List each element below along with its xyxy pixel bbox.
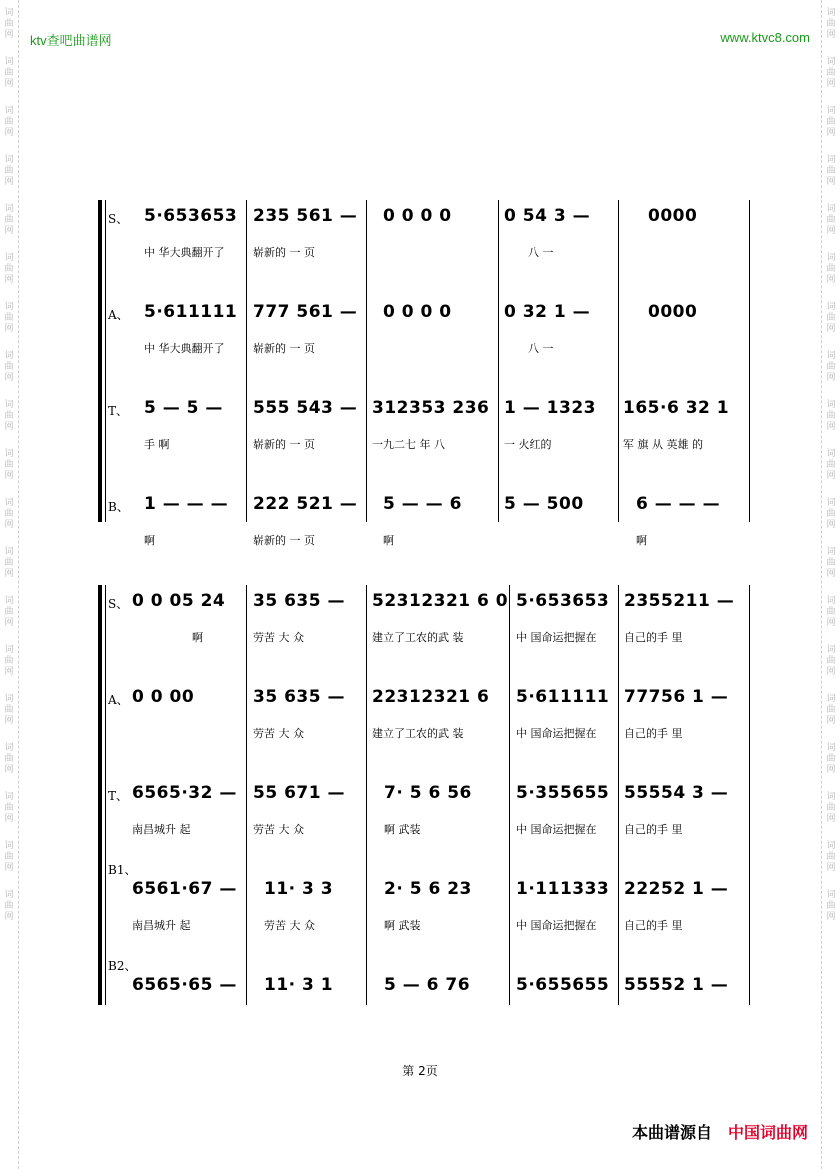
left-watermark-strip <box>0 0 19 1169</box>
system-bracket <box>98 200 102 522</box>
notes: 22312321 6 <box>372 687 490 707</box>
lyric: 劳苦 大 众 <box>264 919 315 932</box>
lyric: 崭新的 一 页 <box>253 246 315 259</box>
notes: 0 54 3 — <box>504 206 591 226</box>
notes: 1 — — — <box>144 494 229 514</box>
score-system-1 <box>98 200 750 547</box>
watermark-text: 词 曲 网 <box>826 204 836 236</box>
lyric: 南昌城升 起 <box>132 919 191 932</box>
notes: 0000 <box>648 206 698 226</box>
system-bracket-line <box>105 585 106 1005</box>
watermark-text: 词 曲 网 <box>4 57 14 89</box>
notes: 1 — 1323 <box>504 398 596 418</box>
notes: 5·655655 <box>516 975 610 995</box>
notes: 0000 <box>648 302 698 322</box>
lyric: 建立了工农的武 装 <box>372 727 464 740</box>
lyric: 军 旗 从 英雄 的 <box>623 438 703 451</box>
notes: 5 — 6 76 <box>384 975 471 995</box>
header-left-site: ktv查吧曲谱网 <box>30 33 112 48</box>
watermark-text: 词 曲 网 <box>826 743 836 775</box>
notes: 5 — — 6 <box>383 494 462 514</box>
voice-label: S、 <box>108 212 129 226</box>
barline <box>246 200 247 522</box>
lyric: 啊 <box>144 534 155 547</box>
watermark-text: 词 曲 网 <box>4 792 14 824</box>
watermark-text: 词 曲 网 <box>4 449 14 481</box>
notes: 0 0 05 24 <box>132 591 226 611</box>
watermark-text: 词 曲 网 <box>826 645 836 677</box>
voice-label: A、 <box>108 308 129 322</box>
notes: 777 561 — <box>253 302 358 322</box>
watermark-text: 词 曲 网 <box>826 841 836 873</box>
notes: 0 0 00 <box>132 687 195 707</box>
notes: 22252 1 — <box>624 879 729 899</box>
notes: 35 635 — <box>253 687 345 707</box>
notes: 0 0 0 0 <box>383 302 452 322</box>
lyric: 劳苦 大 众 <box>253 631 304 644</box>
notes: 55 671 — <box>253 783 345 803</box>
notes: 0 0 0 0 <box>383 206 452 226</box>
notes: 5·355655 <box>516 783 610 803</box>
watermark-text: 词 曲 网 <box>4 106 14 138</box>
lyric: 中 国命运把握在 <box>516 919 597 932</box>
lyric: 啊 <box>383 534 394 547</box>
lyric: 自己的手 里 <box>624 727 683 740</box>
barline <box>366 200 367 522</box>
notes: 6 — — — <box>636 494 721 514</box>
watermark-text: 词 曲 网 <box>826 351 836 383</box>
watermark-text: 词 曲 网 <box>4 8 14 40</box>
watermark-text: 词 曲 网 <box>4 302 14 334</box>
notes: 6561·67 — <box>132 879 237 899</box>
notes: 2355211 — <box>624 591 735 611</box>
notes: 222 521 — <box>253 494 358 514</box>
notes: 7· 5 6 56 <box>384 783 472 803</box>
notes: 6565·65 — <box>132 975 237 995</box>
notes: 11· 3 3 <box>264 879 334 899</box>
notes: 5 — 5 — <box>144 398 223 418</box>
barline <box>749 200 750 522</box>
watermark-text: 词 曲 网 <box>4 253 14 285</box>
notes: 165·6 32 1 <box>623 398 730 418</box>
lyric: 八 一 <box>528 246 554 259</box>
watermark-text: 词 曲 网 <box>4 547 14 579</box>
lyric: 自己的手 里 <box>624 919 683 932</box>
watermark-text: 词 曲 网 <box>826 253 836 285</box>
right-watermark-strip <box>821 0 840 1169</box>
voice-label: T、 <box>108 789 129 803</box>
system-bracket-line <box>105 200 106 522</box>
watermark-text: 词 曲 网 <box>4 498 14 530</box>
barline <box>498 200 499 522</box>
footer-credit <box>632 1120 808 1143</box>
voice-label: S、 <box>108 597 129 611</box>
barline <box>618 200 619 522</box>
lyric: 自己的手 里 <box>624 631 683 644</box>
watermark-text: 词 曲 网 <box>4 155 14 187</box>
notes: 5·611111 <box>516 687 610 707</box>
lyric: 中 国命运把握在 <box>516 727 597 740</box>
notes: 235 561 — <box>253 206 358 226</box>
notes: 555 543 — <box>253 398 358 418</box>
notes: 55554 3 — <box>624 783 729 803</box>
lyric: 一 火红的 <box>504 438 552 451</box>
lyric: 一九二七 年 八 <box>372 438 445 451</box>
notes: 52312321 6 0 <box>372 591 509 611</box>
notes: 77756 1 — <box>624 687 729 707</box>
lyric: 南昌城升 起 <box>132 823 191 836</box>
notes: 1·111333 <box>516 879 610 899</box>
lyric: 崭新的 一 页 <box>253 438 315 451</box>
page-number: 第 2页 <box>402 1064 438 1078</box>
watermark-text: 词 曲 网 <box>4 351 14 383</box>
voice-label: B1、 <box>108 863 137 877</box>
footer-source-label: 本曲谱源自 <box>631 1123 712 1142</box>
watermark-text: 词 曲 网 <box>826 449 836 481</box>
watermark-text: 词 曲 网 <box>4 694 14 726</box>
watermark-text: 词 曲 网 <box>826 596 836 628</box>
notes: 0 32 1 — <box>504 302 591 322</box>
watermark-text: 词 曲 网 <box>826 302 836 334</box>
watermark-text: 词 曲 网 <box>4 743 14 775</box>
watermark-text: 词 曲 网 <box>826 8 836 40</box>
barline <box>366 585 367 1005</box>
lyric: 啊 武装 <box>384 919 421 932</box>
voice-label: T、 <box>108 404 129 418</box>
barline <box>618 585 619 1005</box>
lyric: 中 国命运把握在 <box>516 823 597 836</box>
lyric: 八 一 <box>528 342 554 355</box>
lyric: 建立了工农的武 装 <box>372 631 464 644</box>
notes: 11· 3 1 <box>264 975 334 995</box>
notes: 5·611111 <box>144 302 238 322</box>
watermark-text: 词 曲 网 <box>4 890 14 922</box>
lyric: 崭新的 一 页 <box>253 342 315 355</box>
barline <box>509 585 510 1005</box>
watermark-text: 词 曲 网 <box>4 596 14 628</box>
header-right-url: www.ktvc8.com <box>720 30 810 45</box>
lyric: 中 国命运把握在 <box>516 631 597 644</box>
watermark-text: 词 曲 网 <box>826 498 836 530</box>
notes: 5·653653 <box>144 206 238 226</box>
notes: 35 635 — <box>253 591 345 611</box>
score-system-2 <box>98 585 750 1005</box>
notes: 6565·32 — <box>132 783 237 803</box>
watermark-text: 词 曲 网 <box>826 57 836 89</box>
notes: 55552 1 — <box>624 975 729 995</box>
voice-label: A、 <box>108 693 129 707</box>
lyric: 中 华大典翻开了 <box>144 342 225 355</box>
system-bracket <box>98 585 102 1005</box>
watermark-text: 词 曲 网 <box>826 400 836 432</box>
footer-site-name[interactable]: 中国词曲网 <box>727 1123 808 1142</box>
watermark-text: 词 曲 网 <box>4 204 14 236</box>
watermark-text: 词 曲 网 <box>4 841 14 873</box>
barline <box>749 585 750 1005</box>
voice-label: B、 <box>108 500 129 514</box>
lyric: 自己的手 里 <box>624 823 683 836</box>
lyric: 啊 武装 <box>384 823 421 836</box>
lyric: 劳苦 大 众 <box>253 823 304 836</box>
barline <box>246 585 247 1005</box>
lyric: 劳苦 大 众 <box>253 727 304 740</box>
lyric: 崭新的 一 页 <box>253 534 315 547</box>
watermark-text: 词 曲 网 <box>826 890 836 922</box>
notes: 2· 5 6 23 <box>384 879 472 899</box>
notes: 5·653653 <box>516 591 610 611</box>
voice-label: B2、 <box>108 959 137 973</box>
notes: 5 — 500 <box>504 494 584 514</box>
lyric: 啊 <box>636 534 647 547</box>
lyric: 手 啊 <box>144 438 170 451</box>
watermark-text: 词 曲 网 <box>826 155 836 187</box>
lyric: 啊 <box>192 631 203 644</box>
lyric: 中 华大典翻开了 <box>144 246 225 259</box>
watermark-text: 词 曲 网 <box>826 694 836 726</box>
watermark-text: 词 曲 网 <box>4 645 14 677</box>
watermark-text: 词 曲 网 <box>4 400 14 432</box>
notes: 312353 236 <box>372 398 490 418</box>
watermark-text: 词 曲 网 <box>826 106 836 138</box>
watermark-text: 词 曲 网 <box>826 792 836 824</box>
watermark-text: 词 曲 网 <box>826 547 836 579</box>
